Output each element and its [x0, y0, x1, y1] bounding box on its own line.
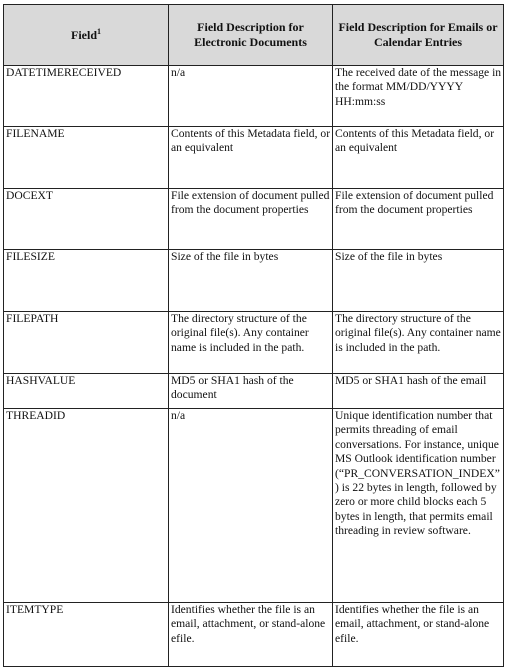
electronic-description-cell: Size of the file in bytes [169, 250, 333, 312]
header-email-description: Field Description for Emails or Calendar Entries [333, 5, 504, 66]
electronic-description-cell: Identifies whether the file is an email, attachment, or stand-alone efile. [169, 603, 333, 667]
header-electronic-description: Field Description for Electronic Documents [169, 5, 333, 66]
field-name-cell: ITEMTYPE [4, 603, 169, 667]
electronic-description-cell: Contents of this Metadata field, or an equivalent [169, 127, 333, 189]
email-description-cell: The directory structure of the original file(s). Any container name is included in the path. [333, 312, 504, 374]
header-field [4, 5, 169, 66]
email-description-cell: Unique identification number that permits threading of email conversations. For instance, unique MS Outlook identification number (“PR_CONVERSATION_INDEX”) is 22 bytes in length, followed by zero or more child blocks each 5 bytes in length, that permits email threading in review software. [333, 409, 504, 603]
table-body [4, 66, 504, 667]
field-name-cell: FILENAME [4, 127, 169, 189]
field-name-cell: FILESIZE [4, 250, 169, 312]
footnote-marker: 1 [97, 26, 101, 36]
table-row [4, 127, 504, 189]
table-header [4, 5, 504, 66]
electronic-description-cell: The directory structure of the original file(s). Any container name is included in the path. [169, 312, 333, 374]
field-name-cell: FILEPATH [4, 312, 169, 374]
table-row [4, 312, 504, 374]
email-description-cell: MD5 or SHA1 hash of the email [333, 374, 504, 409]
email-description-cell: File extension of document pulled from the document properties [333, 189, 504, 250]
table-row [4, 250, 504, 312]
field-name-cell: THREADID [4, 409, 169, 603]
header-field-label: Field [71, 27, 97, 42]
field-name-cell: DATETIMERECEIVED [4, 66, 169, 127]
electronic-description-cell: File extension of document pulled from the document properties [169, 189, 333, 250]
email-description-cell: The received date of the message in the format MM/DD/YYYY HH:mm:ss [333, 66, 504, 127]
electronic-description-cell: MD5 or SHA1 hash of the document [169, 374, 333, 409]
email-description-cell: Size of the file in bytes [333, 250, 504, 312]
table-row [4, 66, 504, 127]
email-description-cell: Identifies whether the file is an email, attachment, or stand-alone efile. [333, 603, 504, 667]
table-row [4, 603, 504, 667]
table-row [4, 409, 504, 603]
field-name-cell: DOCEXT [4, 189, 169, 250]
header-row [4, 5, 504, 66]
table-row [4, 189, 504, 250]
metadata-fields-table [3, 4, 504, 667]
field-name-cell: HASHVALUE [4, 374, 169, 409]
email-description-cell: Contents of this Metadata field, or an equivalent [333, 127, 504, 189]
electronic-description-cell: n/a [169, 409, 333, 603]
table-row [4, 374, 504, 409]
electronic-description-cell: n/a [169, 66, 333, 127]
